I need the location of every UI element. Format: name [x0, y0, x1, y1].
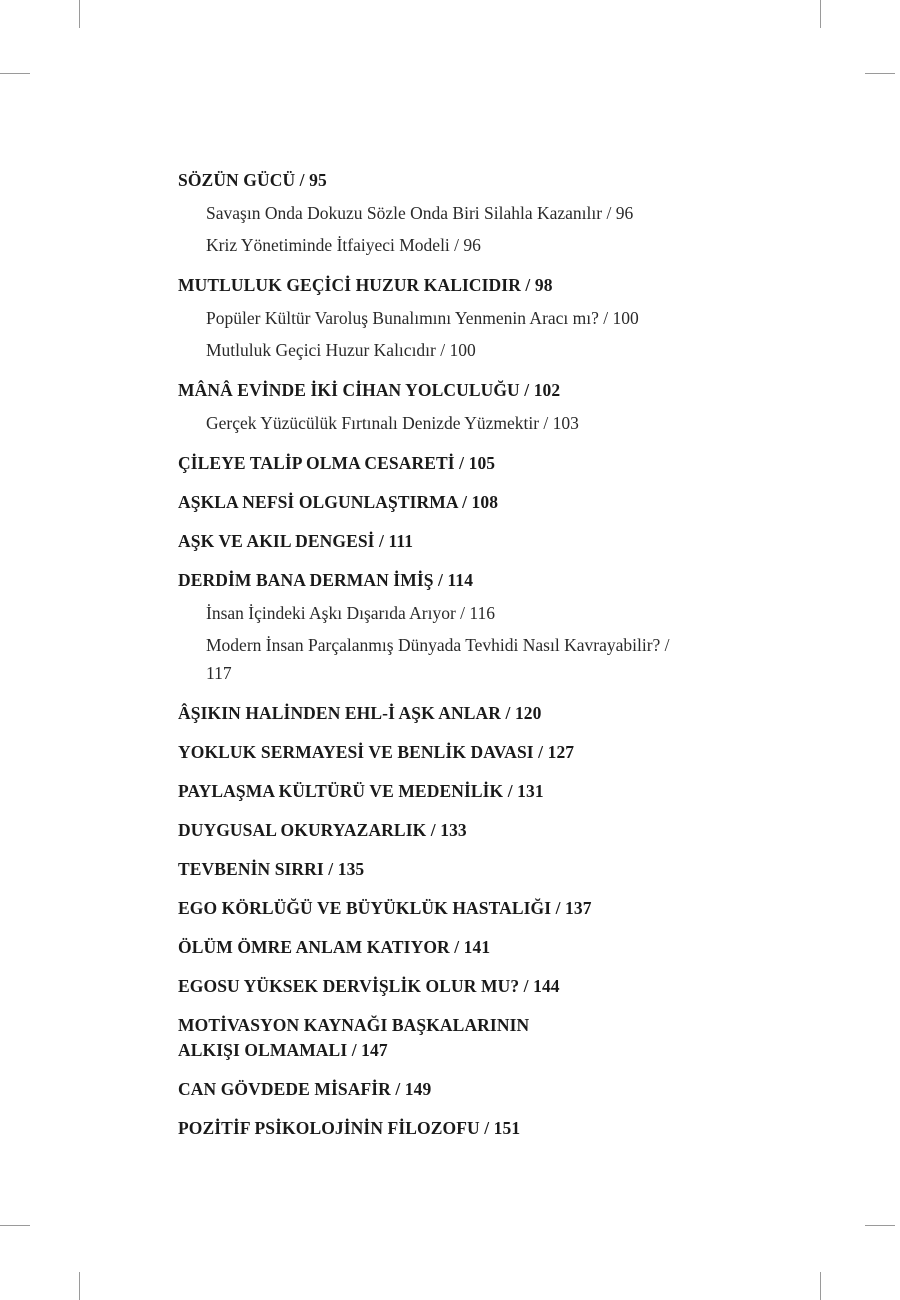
toc-subsection: Modern İnsan Parçalanmış Dünyada Tevhidi Nasıl Kavrayabilir? / 117: [206, 635, 670, 683]
crop-mark-left-top: [0, 73, 30, 74]
table-of-contents: [178, 168, 718, 1141]
toc-chapter: YOKLUK SERMAYESİ VE BENLİK DAVASI / 127: [178, 742, 575, 762]
toc-chapter: TEVBENİN SIRRI / 135: [178, 859, 365, 879]
crop-mark-bottom-left: [79, 1272, 80, 1300]
toc-subsection: İnsan İçindeki Aşkı Dışarıda Arıyor / 116: [206, 603, 496, 623]
toc-chapter: PAYLAŞMA KÜLTÜRÜ VE MEDENİLİK / 131: [178, 781, 544, 801]
toc-subsection: Savaşın Onda Dokuzu Sözle Onda Biri Silahla Kazanılır / 96: [206, 203, 634, 223]
toc-chapter: SÖZÜN GÜCÜ / 95: [178, 170, 327, 190]
toc-chapter: EGO KÖRLÜĞÜ VE BÜYÜKLÜK HASTALIĞI / 137: [178, 898, 592, 918]
toc-subsection: Kriz Yönetiminde İtfaiyeci Modeli / 96: [206, 235, 481, 255]
toc-chapter: ÂŞIKIN HALİNDEN EHL-İ AŞK ANLAR / 120: [178, 703, 542, 723]
crop-mark-bottom-right: [820, 1272, 821, 1300]
toc-chapter: ÇİLEYE TALİP OLMA CESARETİ / 105: [178, 453, 496, 473]
toc-chapter: MÂNÂ EVİNDE İKİ CİHAN YOLCULUĞU / 102: [178, 380, 561, 400]
toc-chapter: AŞK VE AKIL DENGESİ / 111: [178, 531, 414, 551]
crop-mark-top-left: [79, 0, 80, 28]
toc-subsection: Gerçek Yüzücülük Fırtınalı Denizde Yüzmektir / 103: [206, 413, 579, 433]
toc-chapter: MUTLULUK GEÇİCİ HUZUR KALICIDIR / 98: [178, 275, 553, 295]
toc-chapter: DERDİM BANA DERMAN İMİŞ / 114: [178, 570, 474, 590]
toc-subsection: Popüler Kültür Varoluş Bunalımını Yenmenin Aracı mı? / 100: [206, 308, 639, 328]
toc-chapter: EGOSU YÜKSEK DERVİŞLİK OLUR MU? / 144: [178, 976, 560, 996]
toc-chapter: ÖLÜM ÖMRE ANLAM KATIYOR / 141: [178, 937, 491, 957]
toc-chapter: AŞKLA NEFSİ OLGUNLAŞTIRMA / 108: [178, 492, 499, 512]
crop-mark-top-right: [820, 0, 821, 28]
crop-mark-left-bottom: [0, 1225, 30, 1226]
toc-chapter: MOTİVASYON KAYNAĞI BAŞKALARININ ALKIŞI OLMAMALI / 147: [178, 1015, 530, 1060]
toc-chapter: POZİTİF PSİKOLOJİNİN FİLOZOFU / 151: [178, 1118, 521, 1138]
toc-subsection: Mutluluk Geçici Huzur Kalıcıdır / 100: [206, 340, 476, 360]
crop-mark-right-top: [865, 73, 895, 74]
toc-chapter: CAN GÖVDEDE MİSAFİR / 149: [178, 1079, 432, 1099]
toc-chapter: DUYGUSAL OKURYAZARLIK / 133: [178, 820, 467, 840]
crop-mark-right-bottom: [865, 1225, 895, 1226]
